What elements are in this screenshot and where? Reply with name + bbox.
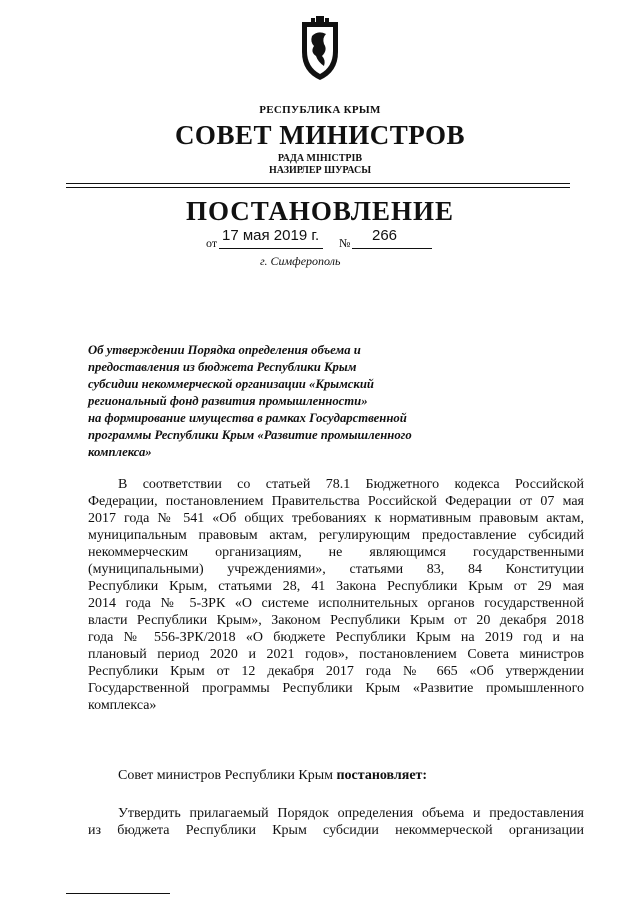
resolve-line (88, 767, 584, 784)
resolve-text: Совет министров Республики Крым (118, 768, 333, 783)
body-line: Республики Крым от 12 декабря 2017 года № 665 «Об утверждении (88, 664, 584, 679)
title-line: программы Республики Крым «Развитие промышленного (88, 428, 412, 442)
approve-paragraph (88, 805, 584, 839)
council-name-crimean-tatar: НАЗИРЛЕР ШУРАСЫ (268, 165, 372, 176)
body-line: муниципальным правовым актам, регулирующим предоставление субсидий (88, 528, 584, 543)
date-prefix: от (206, 236, 218, 250)
body-line: В соответствии со статьей 78.1 Бюджетного кодекса Российской (118, 477, 584, 492)
title-line: на формирование имущества в рамках Государственной (88, 411, 407, 425)
body-line: Утвердить прилагаемый Порядок определения объема и предоставления (118, 806, 584, 821)
body-line: власти Республики Крым», Законом Республики Крым от 20 декабря 2018 (88, 613, 584, 628)
resolve-paragraph (88, 767, 584, 784)
body-line: Федерации, постановлением Правительства Российской Федерации от 07 мая (88, 494, 584, 509)
coat-of-arms-icon (296, 16, 344, 84)
body-line: (муниципальными) учреждениями», статьями 83, 84 Конституции (88, 562, 584, 577)
header-rule-top (66, 183, 570, 184)
body-line: плановый период 2020 и 2021 годов», постановлением Совета министров (88, 647, 584, 662)
title-line: предоставления из бюджета Республики Крым (88, 360, 357, 374)
title-line: субсидии некоммерческой организации «Крымский (88, 377, 374, 391)
republic-name: РЕСПУБЛИКА КРЫМ (259, 104, 381, 116)
body-line: 2014 года № 5-ЗРК «О системе исполнительных органов государственной (88, 596, 584, 611)
footnote-separator (66, 893, 170, 894)
council-name-ukrainian: РАДА МІНІСТРІВ (277, 153, 363, 164)
number-prefix: № (339, 236, 351, 250)
title-line: Об утверждении Порядка определения объема и (88, 343, 361, 357)
header-rule-bottom (66, 187, 570, 188)
body-line: Республики Крым, статьями 28, 41 Закона Республики Крым от 29 мая (88, 579, 584, 594)
decree-city: г. Симферополь (260, 254, 341, 268)
body-line: Государственной программы Республики Крым «Развитие промышленного (88, 681, 584, 696)
decree-date: 17 мая 2019 г. (222, 227, 320, 244)
date-line (219, 248, 323, 249)
council-name: СОВЕТ МИНИСТРОВ (174, 120, 466, 150)
document-type: ПОСТАНОВЛЕНИЕ (185, 196, 455, 226)
body-line: года № 556-ЗРК/2018 «О бюджете Республики Крым на 2019 год и на (88, 630, 584, 645)
body-line: комплекса» (88, 698, 157, 713)
resolve-keyword: постановляет: (336, 768, 428, 783)
decree-title (88, 342, 468, 461)
body-line: некоммерческим организациям, не являющимся государственными (88, 545, 584, 560)
title-line: региональный фонд развития промышленности» (88, 394, 368, 408)
number-line (352, 248, 432, 249)
body-line: из бюджета Республики Крым субсидии некоммерческой организации (88, 823, 584, 838)
title-line: комплекса» (88, 445, 152, 459)
preamble-paragraph (88, 476, 584, 714)
decree-number: 266 (372, 227, 398, 244)
body-line: 2017 года № 541 «Об общих требованиях к нормативным правовым актам, (88, 511, 584, 526)
